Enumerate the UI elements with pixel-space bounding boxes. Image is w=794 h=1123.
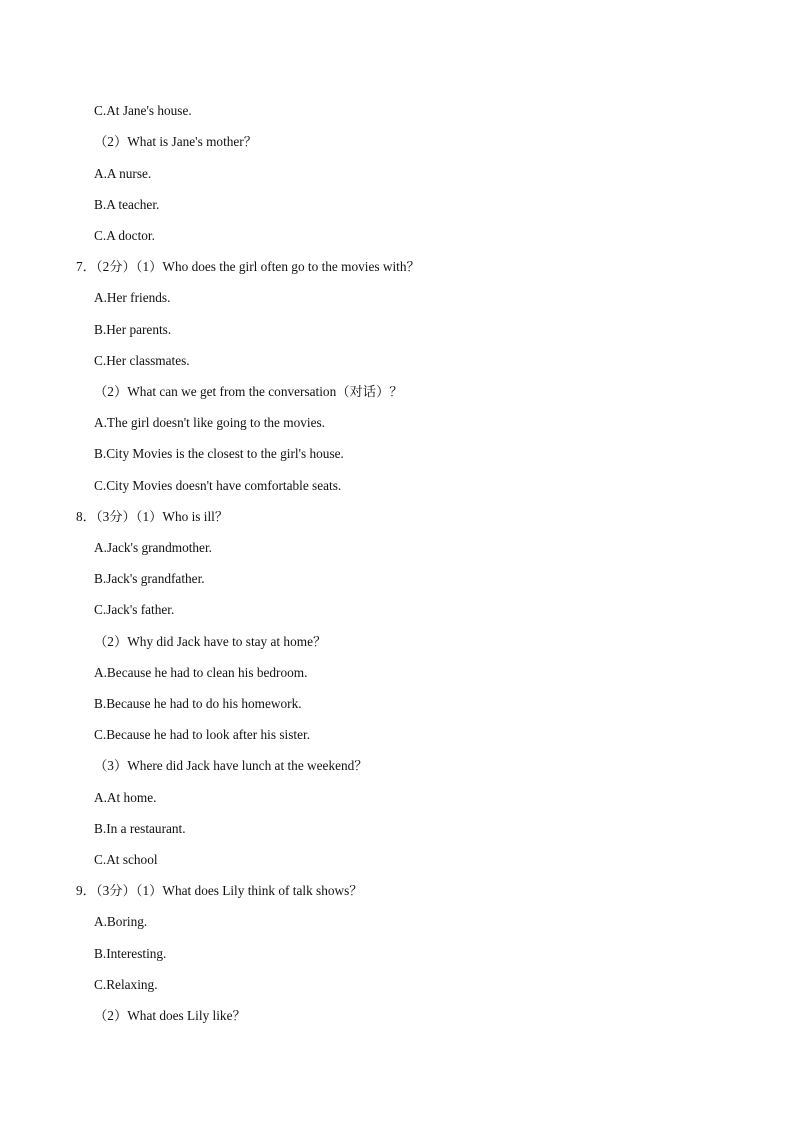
q8-part2-option-c: C.Because he had to look after his sister. [94, 727, 311, 742]
q8-part1-option-b: B.Jack's grandfather. [94, 571, 205, 586]
q6-part2-option-c: C.A doctor. [94, 228, 155, 243]
q8-part3-option-a: A.At home. [94, 790, 157, 805]
q8-part3-option-c: C.At school [94, 852, 158, 867]
q8-part1-option-a: A.Jack's grandmother. [94, 540, 212, 555]
q9-part1-option-c: C.Relaxing. [94, 977, 158, 992]
q7-part1-option-b: B.Her parents. [94, 322, 172, 337]
q9-part1-option-b: B.Interesting. [94, 946, 167, 961]
q9-part1-option-a: A.Boring. [94, 914, 148, 929]
q8-part2-option-a: A.Because he had to clean his bedroom. [94, 665, 308, 680]
q7-part2-option-c: C.City Movies doesn't have comfortable seats. [94, 478, 342, 493]
q7-part1-option-c: C.Her classmates. [94, 353, 190, 368]
q8-part3-prompt: （3）Where did Jack have lunch at the weekend？ [94, 758, 368, 773]
q9-stem: 9．（3分）（1）What does Lily think of talk shows？ [76, 883, 363, 898]
q8-part1-option-c: C.Jack's father. [94, 602, 175, 617]
q6-part1-option-c: C.At Jane's house. [94, 103, 192, 118]
q8-part2-prompt: （2）Why did Jack have to stay at home？ [94, 634, 327, 649]
q7-part2-prompt: （2）What can we get from the conversation（对话）？ [94, 384, 403, 399]
q7-part2-option-b: B.City Movies is the closest to the girl's house. [94, 446, 344, 461]
q6-part2-option-a: A.A nurse. [94, 166, 152, 181]
q7-part1-option-a: A.Her friends. [94, 290, 171, 305]
q7-part2-option-a: A.The girl doesn't like going to the movies. [94, 415, 325, 430]
q8-stem: 8．（3分）（1）Who is ill？ [76, 509, 229, 524]
q8-part3-option-b: B.In a restaurant. [94, 821, 186, 836]
q6-part2-prompt: （2）What is Jane's mother？ [94, 134, 258, 149]
q7-stem: 7．（2分）（1）Who does the girl often go to the movies with？ [76, 259, 420, 274]
q8-part2-option-b: B.Because he had to do his homework. [94, 696, 302, 711]
q6-part2-option-b: B.A teacher. [94, 197, 160, 212]
q9-part2-prompt: （2）What does Lily like？ [94, 1008, 246, 1023]
